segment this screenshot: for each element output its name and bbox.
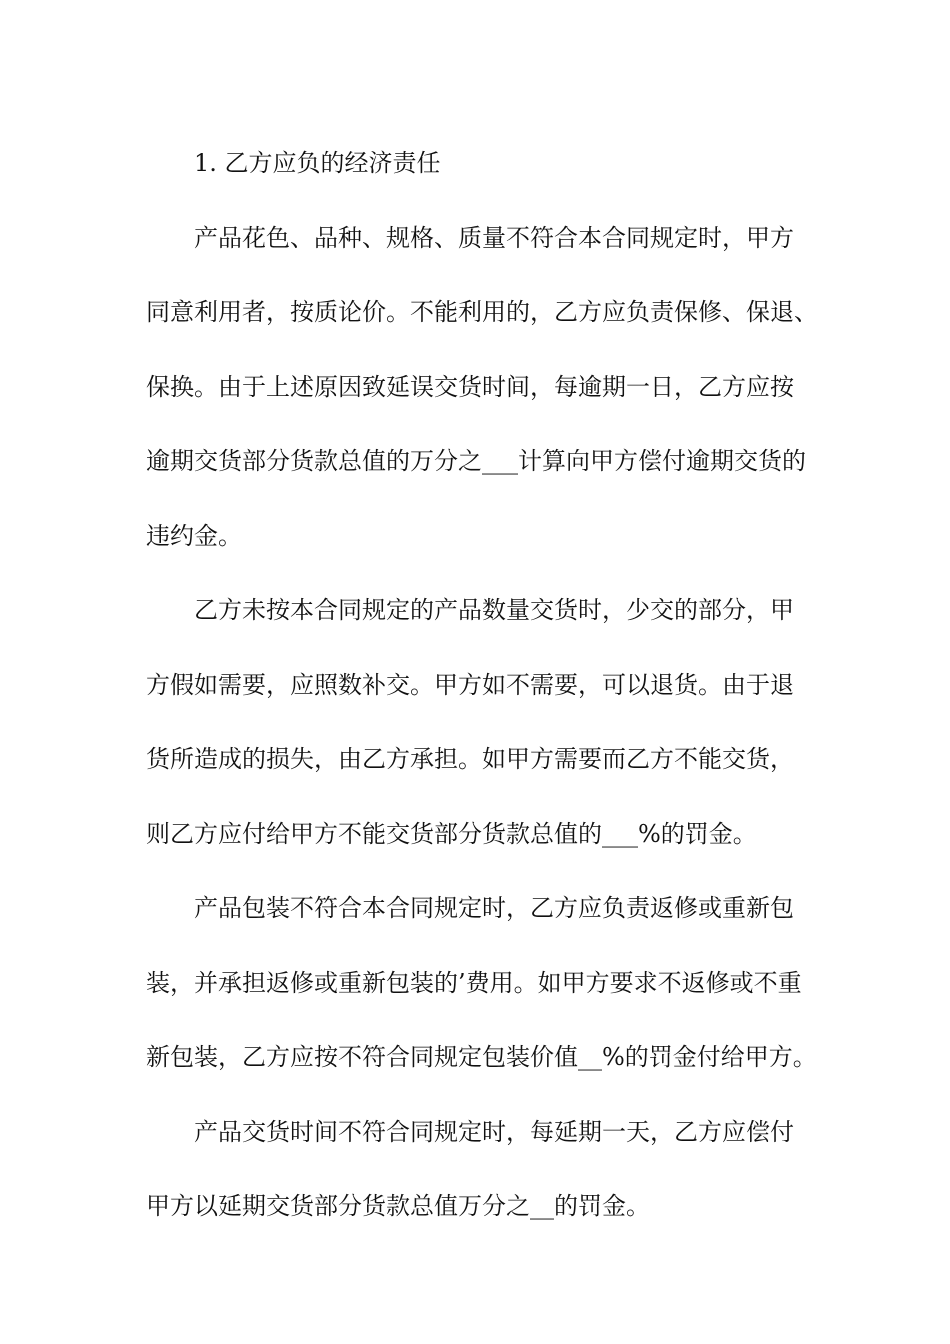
paragraph-line: 则乙方应付给甲方不能交货部分货款总值的___%的罚金。 xyxy=(146,819,757,848)
section-heading: 1. 乙方应负的经济责任 xyxy=(194,149,441,177)
paragraph-line: 产品包装不符合本合同规定时，乙方应负责返修或重新包 xyxy=(194,894,794,922)
paragraph-quality-liability xyxy=(146,201,818,574)
document-body xyxy=(146,126,818,1244)
paragraph-line: 乙方未按本合同规定的产品数量交货时，少交的部分，甲 xyxy=(194,596,794,624)
paragraph-line: 货所造成的损失，由乙方承担。如甲方需要而乙方不能交货， xyxy=(146,745,794,773)
paragraph-delivery-time-liability xyxy=(146,1095,818,1244)
paragraph-quantity-liability xyxy=(146,573,818,871)
paragraph-line: 产品交货时间不符合同规定时，每延期一天，乙方应偿付 xyxy=(194,1117,794,1146)
paragraph-line: 产品花色、品种、规格、质量不符合本合同规定时，甲方 xyxy=(194,223,794,252)
paragraph-line: 甲方以延期交货部分货款总值万分之__的罚金。 xyxy=(146,1192,650,1220)
paragraph-line: 方假如需要，应照数补交。甲方如不需要，可以退货。由于退 xyxy=(146,670,794,699)
paragraph-line: 保换。由于上述原因致延误交货时间，每逾期一日，乙方应按 xyxy=(146,372,794,401)
paragraph-line: 新包装，乙方应按不符合同规定包装价值__%的罚金付给甲方。 xyxy=(146,1043,817,1071)
paragraph-packaging-liability xyxy=(146,871,818,1095)
paragraph-line: 同意利用者，按质论价。不能利用的，乙方应负责保修、保退、 xyxy=(146,298,818,326)
paragraph-line: 违约金。 xyxy=(146,521,242,550)
paragraph-line: 装，并承担返修或重新包装的’费用。如甲方要求不返修或不重 xyxy=(146,968,802,997)
paragraph-line: 逾期交货部分货款总值的万分之___计算向甲方偿付逾期交货的 xyxy=(146,447,806,475)
